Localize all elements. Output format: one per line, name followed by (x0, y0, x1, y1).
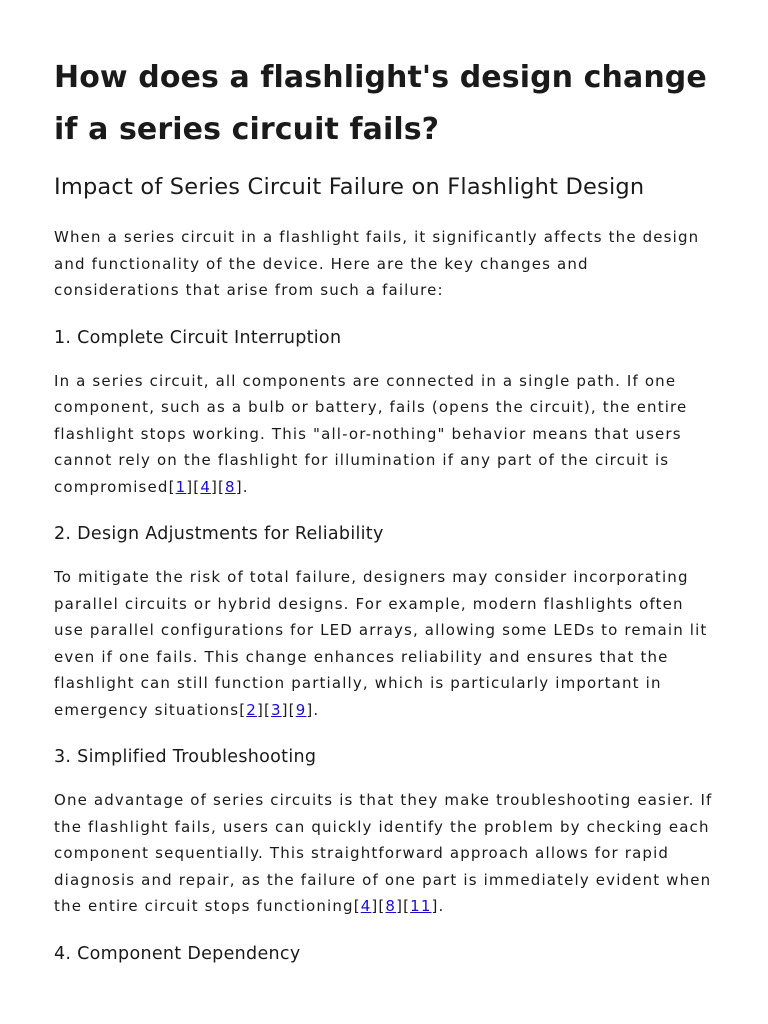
citation-group: [1][4][8]. (168, 477, 249, 496)
citation-link[interactable]: 3 (270, 700, 282, 719)
citation-link[interactable]: 4 (360, 897, 372, 915)
citation-group: [4][8][11]. (353, 897, 445, 915)
section-body-troubleshooting (54, 787, 714, 920)
section-heading-circuit-interruption: 1. Complete Circuit Interruption (54, 327, 342, 348)
section-text: To mitigate the risk of total failure, designers may consider incorporating parallel circuits or hybrid designs. For example, modern flashlights often use parallel configurations for LED arrays, allowing some LEDs to remain lit even if one fails. This change enhances reliability and ensures that the flashlight can still function partially, which is particularly important in emergency situations (54, 568, 708, 719)
citation-link[interactable]: 11 (410, 897, 432, 915)
citation-link[interactable]: 9 (295, 700, 307, 719)
section-heading-component-dependency: 4. Component Dependency (54, 943, 301, 964)
citation-link[interactable]: 8 (385, 897, 397, 915)
page-title: How does a flashlight's design change if a series circuit fails? (54, 60, 707, 147)
citation-link[interactable]: 1 (175, 477, 187, 496)
section-text: One advantage of series circuits is that they make troubleshooting easier. If the flashlight fails, users can quickly identify the problem by checking each component sequentially. This straightforward approach allows for rapid diagnosis and repair, as the failure of one part is immediately evident when the entire circuit stops functioning (54, 791, 713, 915)
section-body-design-adjustments (54, 564, 714, 723)
section-body-circuit-interruption (54, 368, 714, 501)
citation-link[interactable]: 4 (200, 477, 212, 496)
section-heading-design-adjustments: 2. Design Adjustments for Reliability (54, 524, 384, 544)
article-subtitle: Impact of Series Circuit Failure on Flashlight Design (54, 174, 645, 200)
citation-group: [2][3][9]. (239, 700, 320, 719)
citation-link[interactable]: 2 (246, 700, 257, 719)
section-text: In a series circuit, all components are connected in a single path. If one component, such as a bulb or battery, fails (opens the circuit), the entire flashlight stops working. This "all-or-nothing" behavior means that users cannot rely on the flashlight for illumination if any part of the circuit is compromised (54, 371, 688, 496)
section-heading-troubleshooting: 3. Simplified Troubleshooting (54, 747, 317, 767)
citation-link[interactable]: 8 (225, 477, 236, 496)
intro-paragraph: When a series circuit in a flashlight fails, it significantly affects the design and functionality of the device. Here are the key changes and considerations that arise from such a failure: (54, 228, 700, 299)
